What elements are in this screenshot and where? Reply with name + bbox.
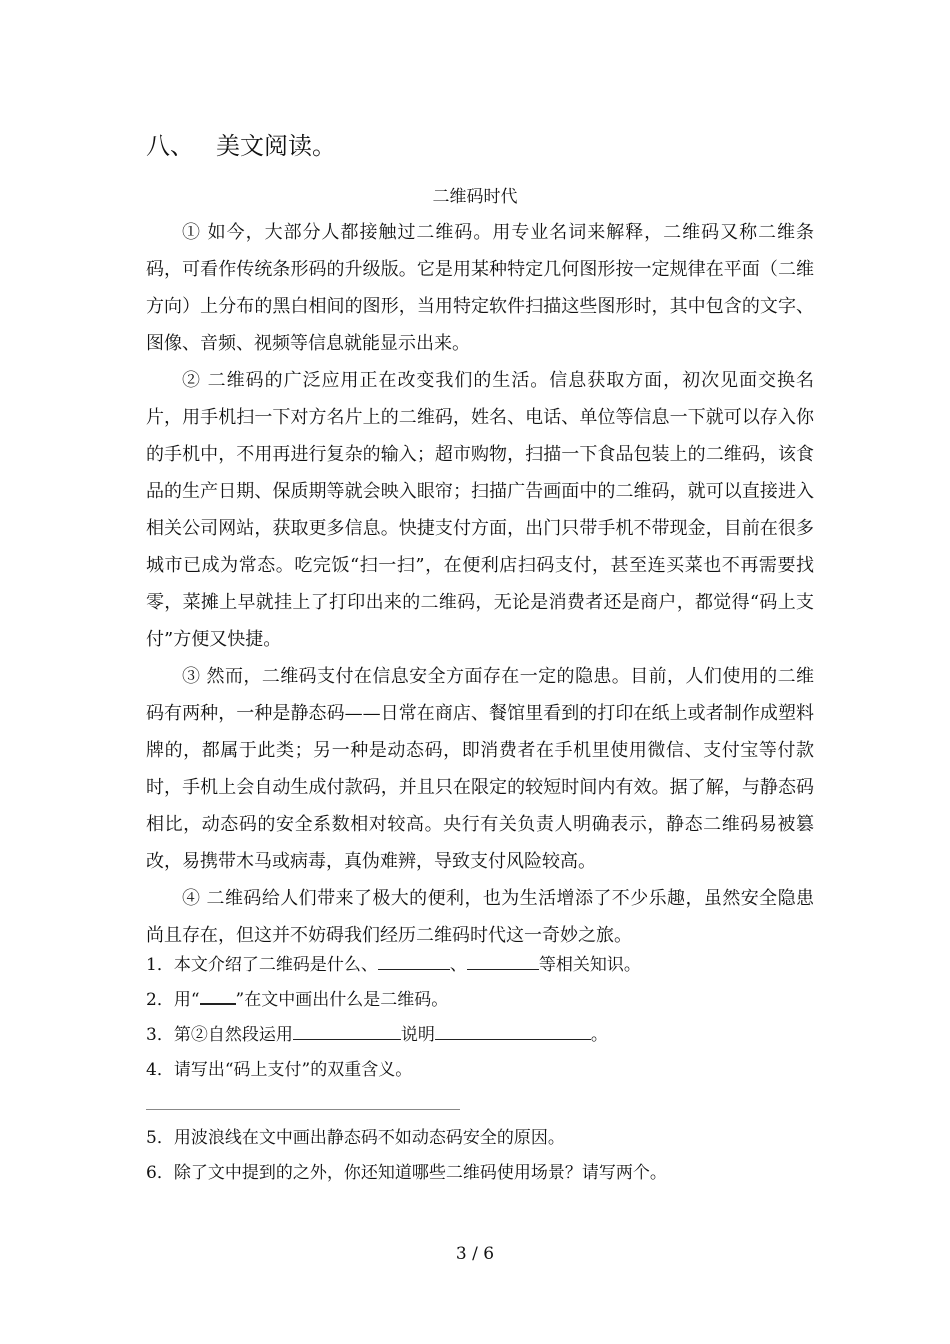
question-1: 1．本文介绍了二维码是什么、 、 等相关知识。 xyxy=(146,955,641,975)
question-5: 5．用波浪线在文中画出静态码不如动态码安全的原因。 xyxy=(146,1128,565,1148)
article-title: 二维码时代 xyxy=(432,187,518,207)
answer-blank[interactable] xyxy=(467,953,539,970)
answer-blank[interactable] xyxy=(435,1023,591,1040)
article-body xyxy=(146,214,814,954)
question-3: 3．第②自然段运用 说明 。 xyxy=(146,1025,608,1045)
answer-blank[interactable] xyxy=(378,953,450,970)
paragraph-2: ② 二维码的广泛应用正在改变我们的生活。信息获取方面，初次见面交换名片，用手机扫一下对方名片上的二维码，姓名、电话、单位等信息一下就可以存入你的手机中，不用再进行复杂的输入；超市购物，扫描一下食品包装上的二维码，该食品的生产日期、保质期等就会映入眼帘；扫描广告画面中的二维码，就可以直接进入相关公司网站，获取更多信息。快捷支付方面，出门只带手机不带现金，目前在很多城市已成为常态。吃完饭“扫一扫”，在便利店扫码支付，甚至连买菜也不再需要找零，菜摊上早就挂上了打印出来的二维码，无论是消费者还是商户，都觉得“码上支付”方便又快捷。 xyxy=(146,370,814,650)
section-heading xyxy=(146,128,336,164)
section-title: 美文阅读。 xyxy=(216,132,336,160)
paragraph-1: ① 如今，大部分人都接触过二维码。用专业名词来解释，二维码又称二维条码，可看作传统条形码的升级版。它是用某种特定几何图形按一定规律在平面（二维方向）上分布的黑白相间的图形，当用特定软件扫描这些图形时，其中包含的文字、图像、音频、视频等信息就能显示出来。 xyxy=(146,222,814,354)
page-number: 3 / 6 xyxy=(455,1244,495,1264)
answer-blank[interactable] xyxy=(293,1023,401,1040)
paragraph-3: ③ 然而，二维码支付在信息安全方面存在一定的隐患。目前，人们使用的二维码有两种，一种是静态码——日常在商店、餐馆里看到的打印在纸上或者制作成塑料牌的，都属于此类；另一种是动态码，即消费者在手机里使用微信、支付宝等付款时，手机上会自动生成付款码，并且只在限定的较短时间内有效。据了解，与静态码相比，动态码的安全系数相对较高。央行有关负责人明确表示，静态二维码易被篡改，易携带木马或病毒，真伪难辨，导致支付风险较高。 xyxy=(146,666,814,872)
question-2: 2．用“ ”在文中画出什么是二维码。 xyxy=(146,985,448,1015)
question-4: 4．请写出“码上支付”的双重含义。 xyxy=(146,1060,413,1080)
section-number: 八、 xyxy=(146,132,194,160)
paragraph-4: ④ 二维码给人们带来了极大的便利，也为生活增添了不少乐趣，虽然安全隐患尚且存在，但这并不妨碍我们经历二维码时代这一奇妙之旅。 xyxy=(146,888,814,946)
question-6: 6．除了文中提到的之外，你还知道哪些二维码使用场景？请写两个。 xyxy=(146,1163,667,1183)
underline-mark xyxy=(200,987,236,1005)
answer-line[interactable] xyxy=(146,1109,460,1110)
